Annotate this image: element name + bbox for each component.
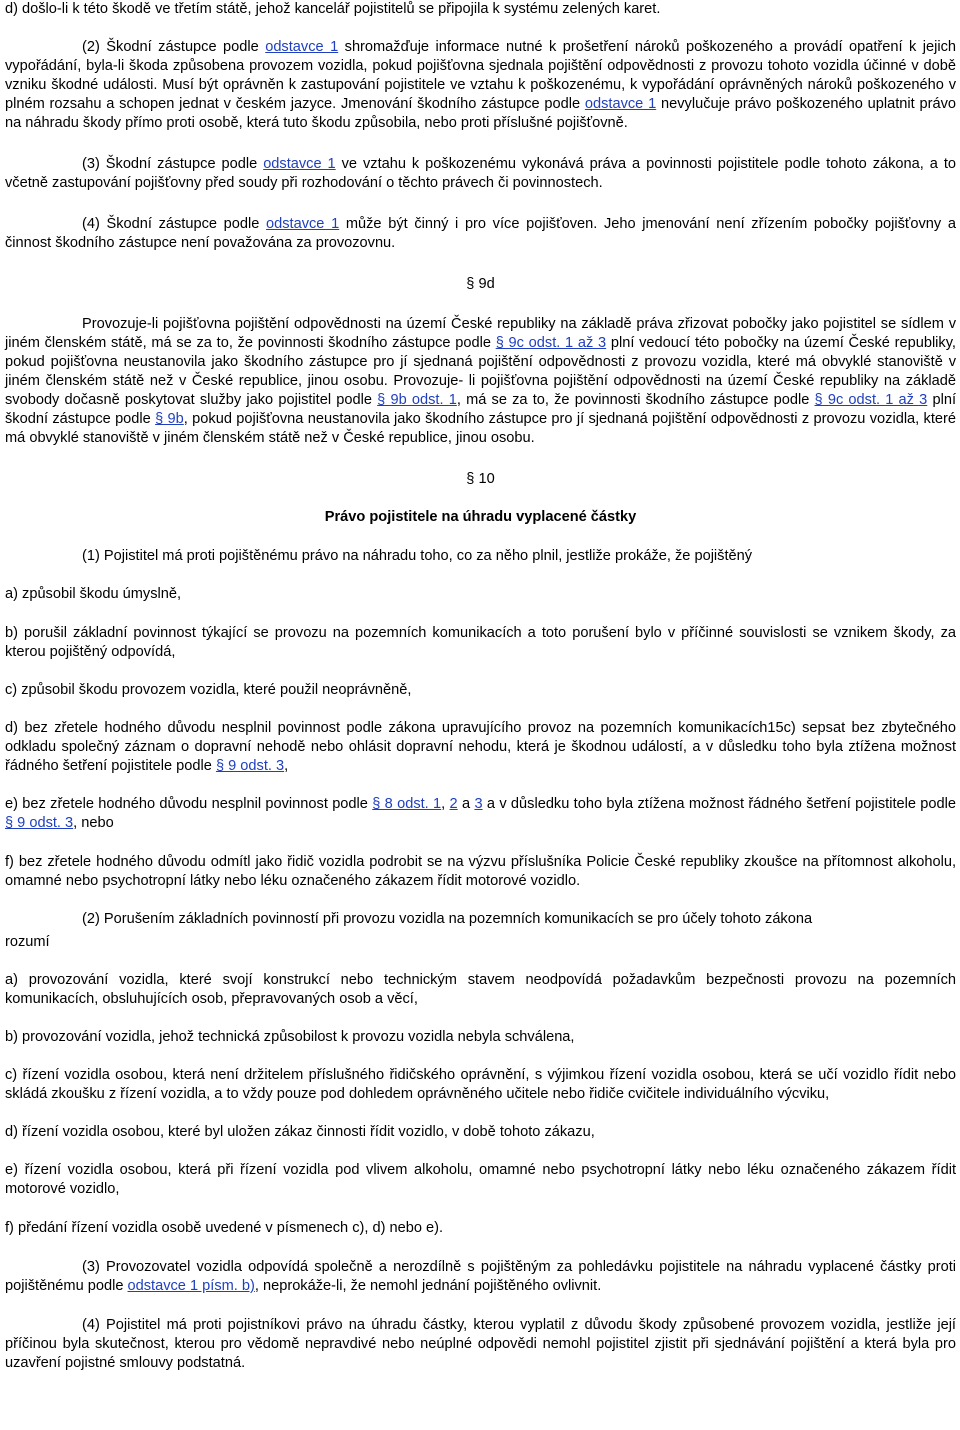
section-title-10: Právo pojistitele na úhradu vyplacené částky: [324, 509, 637, 525]
document-body: [5, 0, 956, 1373]
link-9c-odst-1-3[interactable]: § 9c odst. 1 až 3: [814, 392, 928, 408]
text: (3) Škodní zástupce podle: [82, 156, 264, 172]
link-9c-odst-1-3[interactable]: § 9c odst. 1 až 3: [495, 335, 607, 351]
link-odstavce-1-pism-b[interactable]: odstavce 1 písm. b): [127, 1278, 255, 1294]
text: ve vztahu k poškozenému vykonává práva a povinnosti pojistitele podle tohoto zákona, a to včetně zastupování pojišťovny před soudy při rozhodování o těchto právech či povinnostech.: [5, 156, 956, 191]
text: , nebo: [73, 815, 114, 831]
list-item-10-2-a: a) provozování vozidla, které svojí konstrukcí nebo technickým stavem neodpovídá požadavkům bezpečnosti provozu na pozemních komunikacích, obsluhujících osob, přepravovaných osob a věcí,: [5, 972, 956, 1007]
link-odstavce-1[interactable]: odstavce 1: [584, 96, 657, 112]
text: (2) Škodní zástupce podle: [82, 39, 266, 55]
paragraph-9c-3: [5, 155, 956, 193]
link-9b[interactable]: § 9b: [155, 411, 184, 427]
link-8-odst-1[interactable]: § 8 odst. 1: [372, 796, 442, 812]
text: , neprokáže-li, že nemohl jednání pojištěného ovlivnit.: [254, 1278, 602, 1294]
list-item-10-2-e: e) řízení vozidla osobou, která při řízení vozidla pod vlivem alkoholu, omamné nebo psychotropní látky nebo léku označeného zákazem řídit motorové vozidlo,: [5, 1162, 956, 1197]
paragraph-item-d: d) došlo-li k této škodě ve třetím státě, jehož kancelář pojistitelů se připojila k systému zelených karet.: [5, 1, 661, 17]
paragraph-10-2: (2) Porušením základních povinností při provozu vozidla na pozemních komunikacích se pro účely tohoto zákona: [82, 911, 813, 927]
text: ,: [284, 758, 289, 774]
link-9-odst-3[interactable]: § 9 odst. 3: [215, 758, 285, 774]
list-item-10-1-c: c) způsobil škodu provozem vozidla, které použil neoprávněně,: [5, 682, 412, 698]
link-9b-odst-1[interactable]: § 9b odst. 1: [377, 392, 457, 408]
paragraph-10-2-rozumi: rozumí: [5, 934, 50, 950]
list-item-10-1-e: [5, 795, 956, 833]
text: d) bez zřetele hodného důvodu nesplnil povinnost podle zákona upravujícího provoz na pozemních komunikacích15c) sepsat bez zbytečného odkladu společný záznam o dopravní nehodě nebo ohlásit dopravní nehodu, která je škodnou událostí, a v důsledku toho byla ztížena možnost řádného šetření pojistitele podle: [5, 720, 956, 774]
list-item-10-1-d: [5, 719, 956, 776]
text: plní škodní zástupce podle: [5, 392, 956, 427]
link-odstavce-1[interactable]: odstavce 1: [263, 156, 336, 172]
paragraph-10-3: [5, 1258, 956, 1296]
link-2[interactable]: 2: [449, 796, 458, 812]
paragraph-9c-4: [5, 215, 956, 253]
text: , pokud pojišťovna neustanovila jako škodního zástupce pro jí sjednaná pojištění odpovědnosti z provozu vozidla, které má obvyklé stanoviště v jiném členském státě než v České republice, jinou osobu.: [5, 411, 957, 446]
text: shromažďuje informace nutné k prošetření nároků poškozeného a provádí opatření k jejich vypořádání, byla-li škoda způsobena provozem vozidla, pokud pojišťovna sjednala pojištění odpovědnosti z provozu tohoto vozidla účinné v době vzniku škodné události. Musí být oprávněn k zastupování pojistitele ve vztahu k poškozenému, k vypořádání oprávněných nároků poškozeného v plném rozsahu a schopen jednat v českém jazyce. Jmenování škodního zástupce podle: [5, 39, 956, 112]
text: může být činný i pro více pojišťoven. Jeho jmenování není zřízením pobočky pojišťovny a činnost škodního zástupce není považována za provozovnu.: [5, 216, 956, 251]
text: a v důsledku toho byla ztížena možnost řádného šetření pojistitele podle: [482, 796, 956, 812]
list-item-10-2-c: c) řízení vozidla osobou, která není držitelem příslušného řidičského oprávnění, s výjimkou řízení vozidla osobou, která se učí vozidlo řídit nebo skládá zkoušku z řízení vozidla, a to vždy pouze pod dohledem oprávněného učitele nebo řidiče cvičitele individuálního výcviku,: [5, 1067, 956, 1102]
list-item-10-2-d: d) řízení vozidla osobou, které byl uložen zákaz činnosti řídit vozidlo, v době tohoto zákazu,: [5, 1124, 595, 1140]
text: nevylučuje právo poškozeného uplatnit právo na náhradu škody přímo proti osobě, která tuto škodu způsobila, nebo proti příslušné pojišťovně.: [5, 96, 956, 131]
list-item-10-1-f: f) bez zřetele hodného důvodu odmítl jako řidič vozidla podrobit se na výzvu příslušníka Policie České republiky zkoušce na přítomnost alkoholu, omamné nebo psychotropní látky nebo léku označeného zákazem řídit motorové vozidlo.: [5, 854, 956, 889]
text: a: [457, 796, 475, 812]
text: ,: [441, 796, 450, 812]
list-item-10-1-b: b) porušil základní povinnost týkající se provozu na pozemních komunikacích a toto porušení bylo v příčinné souvislosti se vznikem škody, za kterou pojištěný odpovídá,: [5, 625, 956, 660]
paragraph-10-1: (1) Pojistitel má proti pojištěnému právo na náhradu toho, co za něho plnil, jestliže prokáže, že pojištěný: [82, 548, 753, 564]
list-item-10-1-a: a) způsobil škodu úmyslně,: [5, 586, 182, 602]
text: (4) Škodní zástupce podle: [82, 216, 267, 232]
text: (3) Provozovatel vozidla odpovídá společně a nerozdílně s pojištěným za pohledávku pojistitele na náhradu vyplacené částky proti pojištěnému podle: [5, 1259, 956, 1294]
list-item-10-2-f: f) předání řízení vozidla osobě uvedené v písmenech c), d) nebo e).: [5, 1220, 444, 1236]
paragraph-9c-2: [5, 38, 956, 133]
paragraph-9d: [5, 315, 956, 448]
link-9-odst-3[interactable]: § 9 odst. 3: [5, 815, 74, 831]
section-heading-9d: § 9d: [466, 276, 495, 292]
list-item-10-2-b: b) provozování vozidla, jehož technická způsobilost k provozu vozidla nebyla schválena,: [5, 1029, 575, 1045]
link-odstavce-1[interactable]: odstavce 1: [266, 216, 340, 232]
paragraph-10-4: (4) Pojistitel má proti pojistníkovi právo na úhradu částky, kterou vyplatil z důvodu škody způsobené provozem vozidla, jestliže její příčinou byla skutečnost, kterou pro vědomě nepravdivé nebo neúplné odpovědi nemohl pojistitel zjistit při sjednávání pojištění a která byla pro uzavření pojistné smlouvy podstatná.: [5, 1317, 956, 1371]
text: plní vedoucí této pobočky na území České republiky, pokud pojišťovna neustanovila jako škodního zástupce pro jí sjednaná pojištění odpovědnosti z provozu vozidla, které má obvyklé stanoviště v jiném členském státě než v České republice, jinou osobu. Provozuje- li pojišťovna pojištění odpovědnosti na území České republiky na základě svobody dočasně poskytovat služby jako pojistitel podle: [5, 335, 956, 408]
text: , má se za to, že povinnosti škodního zástupce podle: [456, 392, 815, 408]
section-heading-10: § 10: [466, 471, 495, 487]
text: e) bez zřetele hodného důvodu nesplnil povinnost podle: [5, 796, 373, 812]
text: Provozuje-li pojišťovna pojištění odpovědnosti na území České republiky na základě práva zřizovat pobočky jako pojistitel se sídlem v jiném členském státě, má se za to, že povinnosti škodního zástupce podle: [5, 316, 956, 351]
link-odstavce-1[interactable]: odstavce 1: [265, 39, 339, 55]
link-3[interactable]: 3: [474, 796, 483, 812]
